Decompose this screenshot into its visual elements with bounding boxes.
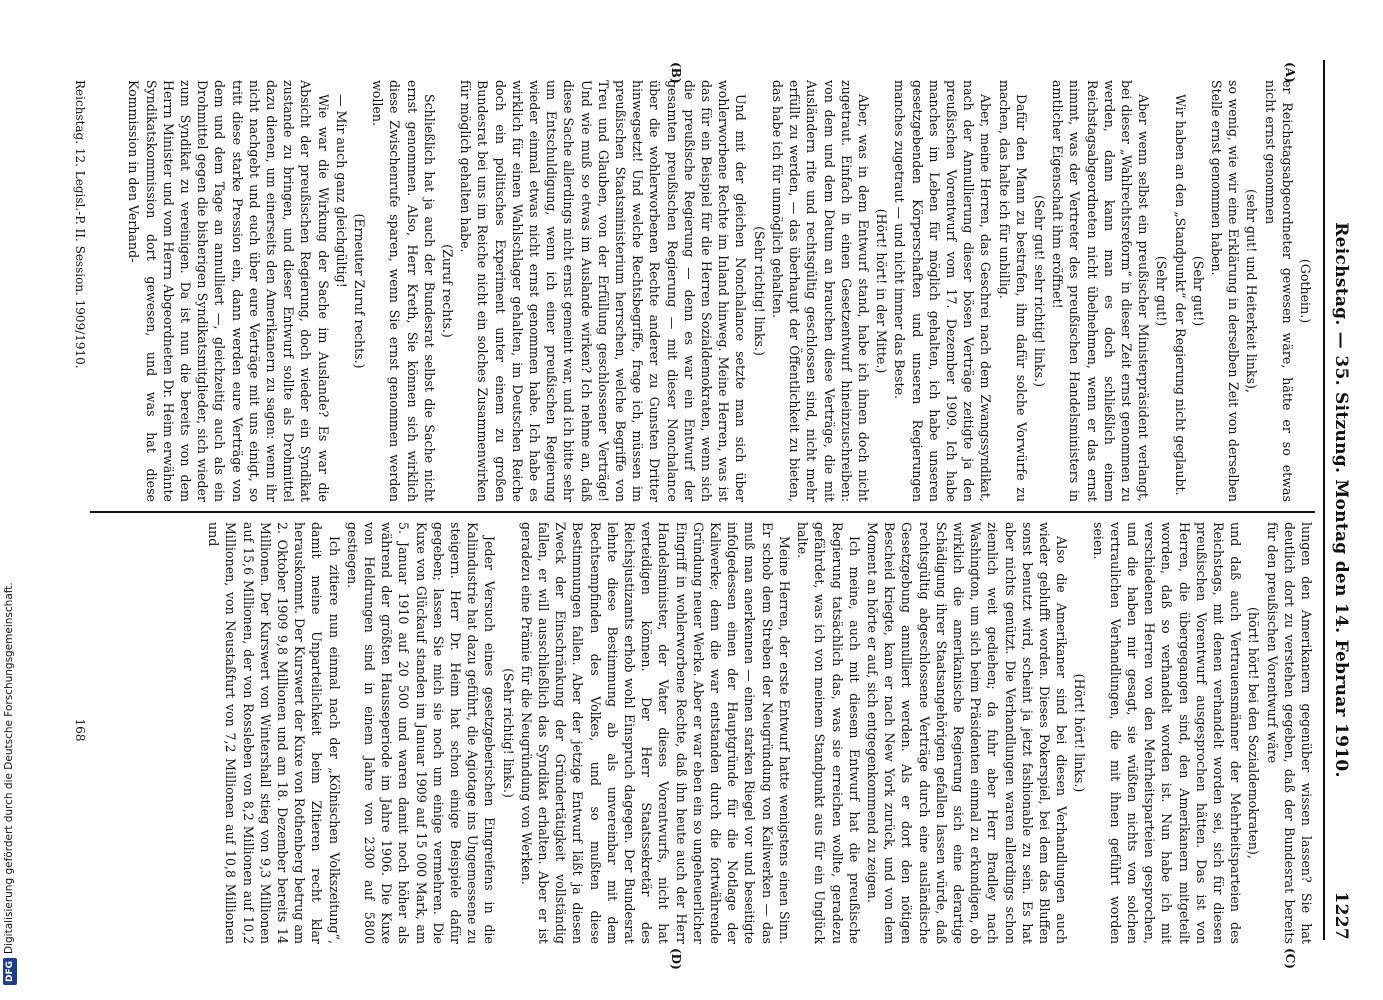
interjection-line: (Hört! hört! links.) — [1072, 673, 1088, 793]
side-credit-strip — [2, 0, 16, 1000]
margin-marker-b: (B) — [669, 62, 683, 84]
interjection-line: (Sehr gut! sehr richtig! links.) — [1031, 194, 1047, 388]
footer-sheet-number: 168 — [73, 718, 87, 742]
interjection-line: (Sehr richtig! links.) — [751, 226, 767, 356]
left-text-column — [95, 80, 1315, 502]
right-text-column — [95, 522, 1315, 944]
paragraph: Ich meine, auch mit diesem Entwurf hat die preußische Regierung tatsächlich das, was sie erreichen wollte, geradezu gefährdet, was ich von meinem Standpunkt aus für ein Unglück halte. — [795, 522, 862, 944]
paragraph: Aber wenn selbst ein preußischer Ministerpräsident verlangt, bei dieser „Wahlrechtsreform“ in dieser Zeit ernst genommen zu werden, dann kann man es doch schließlich einem Reichstagsabgeordneten nicht übelnehmen, wenn er das ernst nimmt, was der Vertreter des preußischen Handelsministers in amtlicher Eigenschaft ihm eröffnet! — [1050, 80, 1152, 502]
paragraph: Wie war die Wirkung der Sache im Auslande? Es war die Absicht der preußischen Regierung, doch wieder ein Syndikat zustande zu bringen, und dieser Entwurf sollte als Drohmittel dazu dienen, um einerseits den Amerikanern zu sagen: wenn ihr nicht nachgebt und euch über eure Verträge mit uns einigt, so tritt diese starke Pression ein, dann werden eure Verträge von dem und dem Tage an annulliert —, gleichzeitig auch als ein Drohmittel gegen die bisherigen Syndikatsmitglieder, sich wieder zum Syndikat zu vereinigen. Da ist nun die bereits von dem Herrn Minister und vom Herrn Abgeordneten Dr. Heim erwähnte Syndikatskommission dort gewesen, und was hat diese Kommission in den Verhand- — [126, 80, 331, 502]
margin-marker-c: (C) — [1283, 948, 1297, 969]
side-credit — [2, 0, 16, 985]
interjection-line: (Hört! hört! in der Mitte.) — [874, 208, 890, 374]
paragraph: er Reichstagsabgeordneter gewesen wäre, hätte er so etwas nicht ernst genommen — [1262, 80, 1295, 502]
margin-marker-a: (A) — [1283, 62, 1297, 83]
paragraph: lungen den Amerikanern gegenüber wissen lassen? Sie hat deutlich dort zu verstehen gegeben, daß der Bundesrat bereits für den preußischen Vorentwurf wäre — [1264, 522, 1314, 944]
paragraph: Also die Amerikaner sind bei diesen Verhandlungen auch wieder geblufft worden. Dieses Pokerspiel, bei dem das Bluffen sonst benutzt wird, scheint ja jetzt fashionable zu sein. Es hat aber nichts genützt. Die Verhandlungen waren allerdings schon ziemlich weit gediehen; da fuhr aber Herr Bradley nach Washington, um sich beim Präsidenten einmal zu erkundigen, ob wirklich die amerikanische Regierung sich eine derartige Schädigung ihrer Staatsangehörigen gefallen lassen würde, daß rechtsgültig abgeschlossene Verträge durch eine ausländische Gesetzgebung annulliert werden. Als er dort den nötigen Bescheid kriegte, kam er nach New York zurück, und von dem Moment an hörte er auf, sich entgegenkommend zu zeigen. — [864, 522, 1070, 944]
paragraph: Und mit der gleichen Nonchalance setzte man sich über wohlerworbene Rechte im Inland hinweg. Meine Herren, was ist das für ein Beispiel für die Herren Sozialdemokraten, wenn sich die preußische Regierung — denn es war ein Entwurf der gesamten preußischen Regierung — mit dieser Nonchalance über die wohlerworbenen Rechte anderer zu Gunsten Dritter hinwegsetzt! Und welche Rechtsbegriffe, frage ich, müssen im preußischen Staatsministerium herrschen, welche Begriffe von Treu und Glauben, von der Erfüllung geschlossener Verträge! Und wie muß so etwas im Auslande wirken? Ich nehme an, daß diese Sache allerdings nicht ernst gemeint war, und ich bitte sehr um Entschuldigung, wenn ich einer preußischen Regierung wieder einmal etwas nicht ernst genommen habe. Ich habe es wirklich für einen Wahlschlager gehalten, im Deutschen Reiche doch ein politisches Experiment unter einem zu großen Bundesrat bei uns im Reiche nicht ein solches Zusammenwirken für möglich gehalten habe. — [458, 80, 749, 502]
dfg-logo: DFG — [3, 958, 17, 985]
paragraph: Wir haben an den „Standpunkt“ der Regierung nicht geglaubt. — [1172, 94, 1188, 496]
paragraph: Jeder Versuch eines gesetzgeberischen Eingreifens in die Kaliindustrie hat dazu geführt, die Agiotage ins Ungemessene zu steigern. Herr Dr. Heim hat schon einige Beispiele dafür gegeben; lassen Sie mich sie noch um einige vermehren. Die Kuxe von Glückauf standen im Januar 1909 auf 15 000 Mark, am 5. Januar 1910 auf 20 500 und waren damit noch höher als während der größten Hausseperiode im Jahre 1906. Die Kuxe von Heldrungen sind in einem Jahre von 2300 auf 5800 gestiegen. — [344, 522, 498, 944]
paragraph: Meine Herren, der erste Entwurf hatte wenigstens einen Sinn. Er schob dem Streben der Neugründung von Kaliwerken — das muß man anerkennen — einen starken Riegel vor und beseitigte infolgedessen einen der Hauptgründe für die Notlage der Kaliwerke; denn die war entstanden durch die fortwährende Gründung neuer Werke. Aber er war eben ein so ungeheuerlicher Eingriff in wohlerworbene Rechte, daß ihn heute auch der Herr Handelsminister, der Vater dieses Vorentwurfs, nicht hat verteidigen können. Der Herr Staatssekretär des Reichsjustizamts erhob wohl Einspruch dagegen. Der Bundesrat lehnte diese Bestimmung ab als unvereinbar mit dem Rechtsempfinden des Volkes, und so mußten diese Bestimmungen fallen. Aber der jetzige Entwurf läßt ja diesen Zweck der Einschränkung der Gründertätigkeit vollständig fallen, er will ausschließlich das Syndikat erhalten. Aber er ist geradezu eine Prämie für die Neugründung von Werken. — [518, 522, 792, 944]
interjection-line: (Sehr gut!) — [1154, 255, 1170, 327]
interjection-line: (Sehr richtig! links.) — [500, 668, 516, 798]
page-header — [1329, 60, 1351, 940]
paragraph: Aber, was in dem Entwurf stand, habe ich ihnen doch nicht zugetraut. Einfach in einen Gesetzentwurf hineinzuschreiben: von dem und dem Datum an brauchen diese Verträge, die mit Ausländern rite und rechtsgültig geschlossen sind, nicht mehr erfüllt zu werden, — das überhaupt der Öffentlichkeit zu bieten, das habe ich für unmöglich gehalten. — [769, 80, 871, 502]
paragraph: Ich zitiere nun einmal nach der „Kölnischen Volkszeitung“, damit meine Unparteilichkeit beim Zitieren recht klar herauskommt. Der Kurswert der Kuxe von Rothenberg betrug am 2. Oktober 1909 9,8 Millionen und am 18. Dezember bereits 14 Millionen. Der Kurswert von Wintershall stieg von 9,3 Millionen auf 15,6 Millionen, der von Rossleben von 8,2 Millionen auf 10,2 Millionen, von Neustaßfurt von 7,2 Millionen auf 10,8 Millionen und — [206, 522, 342, 944]
paragraph: Aber, meine Herren, das Geschrei nach dem Zwangssyndikat, nach der Annullierung dieser bösen Verträge zeitigte ja den preußischen Vorentwurf vom 17. Dezember 1909. Ich habe manches im Leben für möglich gehalten, ich habe unseren gesetzgebenden Körperschaften und unseren Regierungen manches zugetraut — und nicht immer das Beste. — [892, 80, 994, 502]
interjection-line: (sehr gut! und Heiterkeit links), — [1244, 189, 1260, 393]
column-divider — [90, 511, 1315, 513]
margin-marker-d: (D) — [669, 948, 683, 970]
interjection-line: (Sehr gut!) — [1190, 255, 1206, 327]
header-rule — [1323, 60, 1325, 940]
interjection-line: (Erneuter Zuruf rechts.) — [352, 213, 368, 369]
paragraph: — Mir auch ganz gleichgültig! — [333, 94, 349, 288]
header-page-number: 1227 — [1331, 891, 1351, 940]
paragraph: so wenig, wie wir eine Erklärung in derselben Zeit von derselben Stelle ernst genommen haben. — [1208, 80, 1242, 502]
interjection-line: (Zuruf rechts.) — [440, 244, 456, 338]
paragraph: Dafür den Mann zu bestrafen, ihm dafür solche Vorwürfe zu machen, das halte ich für unbillig. — [996, 80, 1029, 502]
interjection-line: (hört! hört! bei den Sozialdemokraten), — [1246, 607, 1262, 859]
side-credit-text: Digitalisierung gefördert durch die Deutsche Forschungsgemeinschaft. — [3, 582, 15, 954]
paragraph: Schließlich hat ja auch der Bundesrat selbst die Sache nicht ernst genommen. Also, Herr Kreth, Sie können sich wirklich diese Zwischenrufe sparen, wenn Sie ernst genommen werden wollen. — [370, 80, 437, 502]
paragraph: und daß auch Vertrauensmänner der Mehrheitsparteien des Reichstags, mit denen verhandelt worden sei, sich für diesen preußischen Vorentwurf ausgesprochen hätten. Das ist von Herren, die übergegangen sind, den Amerikanern mitgeteilt worden, daß so verhandelt worden ist. Nun habe ich mit verschiedenen Herren von den Mehrheitsparteien gesprochen, und die haben mir gesagt, sie wüßten nichts von solchen vertraulichen Verhandlungen, die mit ihnen geführt worden seien. — [1090, 522, 1244, 944]
header-title: Reichstag. — 35. Sitzung. Montag den 14. Februar 1910. — [1331, 222, 1351, 778]
interjection-line: (Gothein.) — [1298, 258, 1313, 324]
footer-session-info: Reichstag. 12. Legisl.-P. II. Session. 1909/1910. — [73, 80, 87, 369]
